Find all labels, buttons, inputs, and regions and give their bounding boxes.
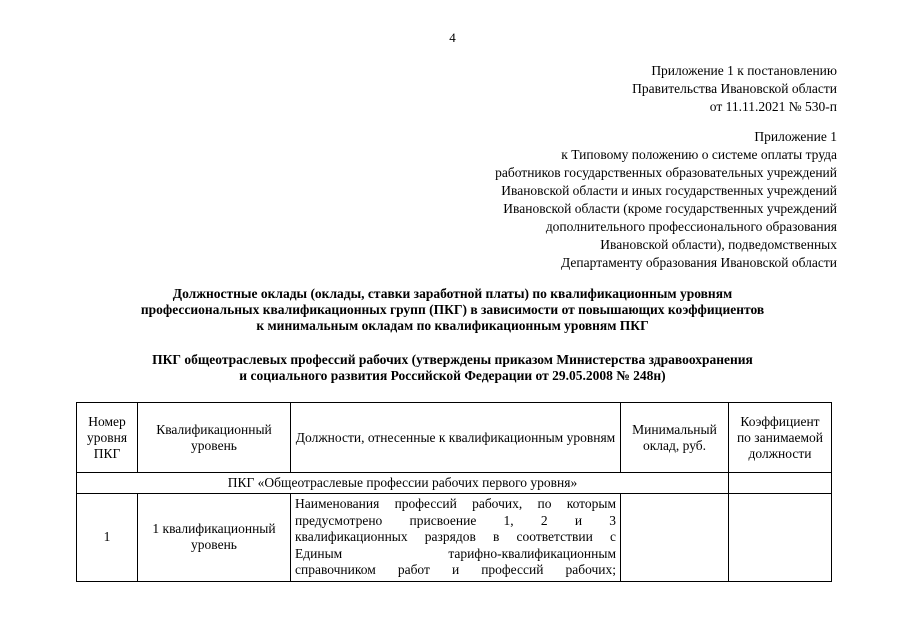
appendix-line: Ивановской области), подведомственных — [600, 237, 837, 252]
appendix-line: работников государственных образовательных учреждений — [495, 165, 837, 180]
group-label: ПКГ «Общеотраслевые профессии рабочих первого уровня» — [77, 473, 729, 494]
cell-coefficient — [729, 494, 832, 582]
salary-table — [76, 402, 832, 582]
cell-min-salary — [621, 494, 729, 582]
cell-positions — [291, 494, 621, 582]
appendix-line: Ивановской области и иных государственных учреждений — [501, 183, 837, 198]
positions-line: квалификационных разрядов в соответствии с — [295, 529, 616, 544]
positions-line: справочником работ и профессий рабочих; — [295, 562, 616, 577]
table-row — [77, 494, 832, 582]
appendix-line: дополнительного профессионального образования — [545, 219, 837, 234]
appendix-line: Правительства Ивановской области — [632, 81, 837, 96]
appendix-line: Департаменту образования Ивановской области — [561, 255, 837, 270]
header-level-no: Номер уровня ПКГ — [77, 403, 138, 473]
header-qualification-level: Квалификационный уровень — [138, 403, 291, 473]
appendix-resolution-reference — [632, 62, 837, 116]
appendix-line: Приложение 1 — [754, 129, 837, 144]
appendix-line: от 11.11.2021 № 530-п — [709, 99, 837, 114]
appendix-line: к Типовому положению о системе оплаты труда — [561, 147, 837, 162]
cell-qualification-level: 1 квалификационный уровень — [138, 494, 291, 582]
positions-line: Единым тарифно-квалификационным — [295, 545, 616, 561]
title-line: Должностные оклады (оклады, ставки заработной платы) по квалификационным уровням — [172, 286, 733, 301]
title-line: профессиональных квалификационных групп (ПКГ) в зависимости от повышающих коэффициентов — [140, 302, 765, 317]
positions-line: Наименования профессий рабочих, по которым — [295, 496, 616, 511]
title-line: и социального развития Российской Федерации от 29.05.2008 № 248н) — [239, 368, 666, 383]
group-empty-cell — [729, 473, 832, 494]
header-min-salary: Минимальный оклад, руб. — [621, 403, 729, 473]
appendix-line: Приложение 1 к постановлению — [651, 63, 837, 78]
page-number: 4 — [449, 30, 456, 45]
appendix-line: Ивановской области (кроме государственных учреждений — [503, 201, 837, 216]
header-positions: Должности, отнесенные к квалификационным уровням — [291, 403, 621, 473]
table-group-row — [77, 473, 832, 494]
header-coefficient: Коэффициент по занимаемой должности — [729, 403, 832, 473]
positions-line: предусмотрено присвоение 1, 2 и 3 — [295, 512, 616, 528]
document-title — [0, 286, 905, 334]
cell-level-no: 1 — [77, 494, 138, 582]
title-line: ПКГ общеотраслевых профессий рабочих (утверждены приказом Министерства здравоохранения — [152, 352, 753, 367]
table-header-row — [77, 403, 832, 473]
appendix-regulation-reference — [495, 128, 837, 272]
section-title — [0, 352, 905, 384]
title-line: к минимальным окладам по квалификационным уровням ПКГ — [256, 318, 649, 333]
